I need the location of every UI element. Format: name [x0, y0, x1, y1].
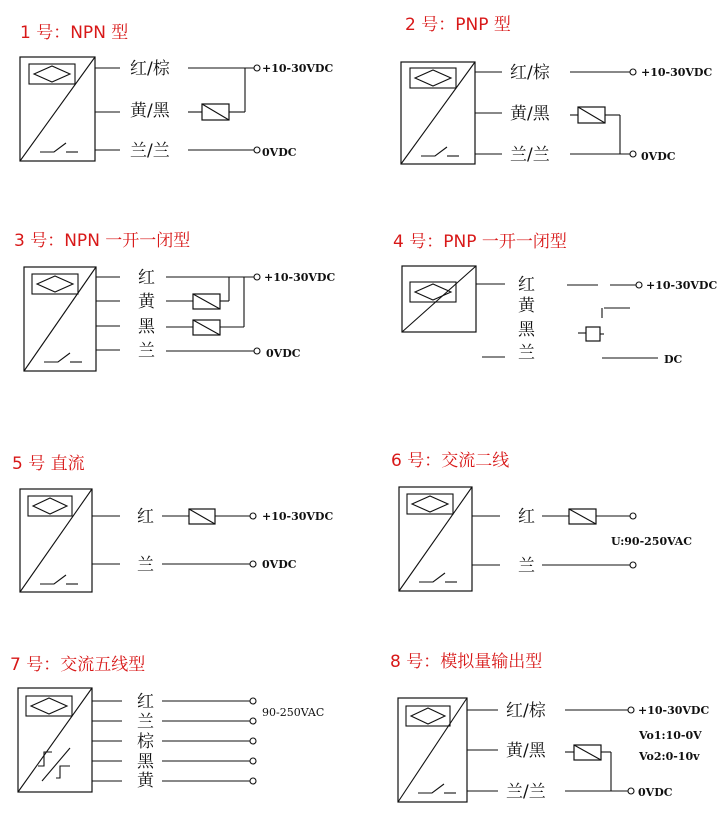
- terminal-label: 0VDC: [262, 558, 297, 571]
- diagram-title: 6 号：交流二线: [391, 451, 510, 471]
- terminal-label: +10-30VDC: [638, 704, 710, 717]
- terminal-label: +10-30VDC: [262, 510, 334, 523]
- sensor-block: [24, 267, 96, 371]
- load-relay: [189, 509, 215, 524]
- terminal-label: +10-30VDC: [646, 279, 718, 292]
- terminal-label: +10-30VDC: [262, 62, 334, 75]
- sensor-block: [20, 57, 95, 161]
- diagram-title: 3 号：NPN 一开一闭型: [14, 231, 191, 251]
- wire-label: 红: [138, 268, 155, 288]
- wire-label: 红: [137, 507, 154, 527]
- terminal: [250, 561, 256, 567]
- sensor-block: [20, 489, 92, 592]
- wire-label: 兰: [138, 341, 155, 361]
- wire-label: 黑: [137, 752, 154, 772]
- wire-label: 黄/黑: [510, 104, 550, 124]
- load-relay: [202, 104, 229, 120]
- terminal: [254, 65, 260, 71]
- diagram-npn: [20, 23, 333, 161]
- output-label: Vo2:0-10v: [639, 750, 700, 763]
- wire-label: 黄: [518, 296, 535, 316]
- wire-label: 黑: [138, 317, 155, 337]
- terminal: [250, 758, 256, 764]
- sensor-block: [18, 688, 92, 792]
- wire-label: 兰/兰: [130, 141, 170, 161]
- wire-label: 兰/兰: [506, 782, 546, 802]
- diagram-pnp-no-nc: [393, 232, 717, 366]
- wire-label: 红: [518, 275, 535, 295]
- wire-label: 兰: [518, 556, 535, 576]
- terminal-label: +10-30VDC: [264, 271, 336, 284]
- wire-label: 黄: [137, 771, 154, 791]
- terminal: [636, 282, 642, 288]
- terminal-label: 0VDC: [266, 347, 301, 360]
- sensor-block: [402, 266, 476, 332]
- sensor-block: [398, 698, 467, 802]
- diagram-analog-output: [390, 652, 709, 802]
- wire-label: 黑: [518, 320, 535, 340]
- terminal: [630, 69, 636, 75]
- load-relay: [574, 745, 601, 760]
- terminal-label: 0VDC: [262, 146, 297, 159]
- sensor-block: [399, 487, 472, 591]
- wire-label: 黄/黑: [130, 101, 170, 121]
- terminal: [254, 274, 260, 280]
- wire-label: 棕: [137, 732, 154, 752]
- wire-label: 红: [137, 692, 154, 712]
- wire-label: 黄/黑: [506, 741, 546, 761]
- diagram-npn-no-nc: [14, 231, 335, 371]
- terminal-label: 0VDC: [641, 150, 676, 163]
- diagram-title: 7 号：交流五线型: [10, 655, 146, 675]
- terminal: [254, 348, 260, 354]
- diagram-title: 4 号：PNP 一开一闭型: [393, 232, 567, 252]
- load-relay: [578, 107, 605, 123]
- diagram-title: 8 号：模拟量输出型: [390, 652, 543, 672]
- terminal: [250, 513, 256, 519]
- diagram-ac-two-wire: [391, 451, 692, 591]
- wire-label: 红/棕: [130, 59, 170, 79]
- wire-label: 红/棕: [506, 701, 546, 721]
- supply-label: 90-250VAC: [262, 706, 325, 719]
- terminal: [250, 778, 256, 784]
- terminal: [250, 698, 256, 704]
- diagram-ac-five-wire: [10, 655, 324, 792]
- wire-label: 兰: [137, 712, 154, 732]
- terminal: [250, 718, 256, 724]
- terminal: [628, 788, 634, 794]
- terminal: [628, 707, 634, 713]
- load-relay: [569, 509, 596, 524]
- terminal-label: DC: [664, 353, 683, 366]
- sensor-block: [401, 62, 475, 164]
- terminal: [630, 151, 636, 157]
- wire-label: 红/棕: [510, 63, 550, 83]
- wire-label: 黄: [138, 292, 155, 312]
- load-relay: [193, 294, 220, 309]
- output-label: Vo1:10-0V: [639, 729, 702, 742]
- wire-label: 红: [518, 507, 535, 527]
- terminal: [250, 738, 256, 744]
- supply-label: U:90-250VAC: [611, 535, 693, 548]
- terminal: [630, 562, 636, 568]
- terminal-label: 0VDC: [638, 786, 673, 799]
- wire-label: 兰: [137, 555, 154, 575]
- terminal: [630, 513, 636, 519]
- diagram-title: 5 号 直流: [12, 454, 85, 474]
- load-relay: [193, 320, 220, 335]
- diagram-title: 1 号：NPN 型: [20, 23, 129, 43]
- diagram-title: 2 号：PNP 型: [405, 15, 511, 35]
- terminal-label: +10-30VDC: [641, 66, 713, 79]
- wire-label: 兰/兰: [510, 145, 550, 165]
- diagram-dc: [12, 454, 333, 592]
- terminal: [254, 147, 260, 153]
- wire-label: 兰: [518, 343, 535, 363]
- diagram-pnp: [401, 15, 712, 165]
